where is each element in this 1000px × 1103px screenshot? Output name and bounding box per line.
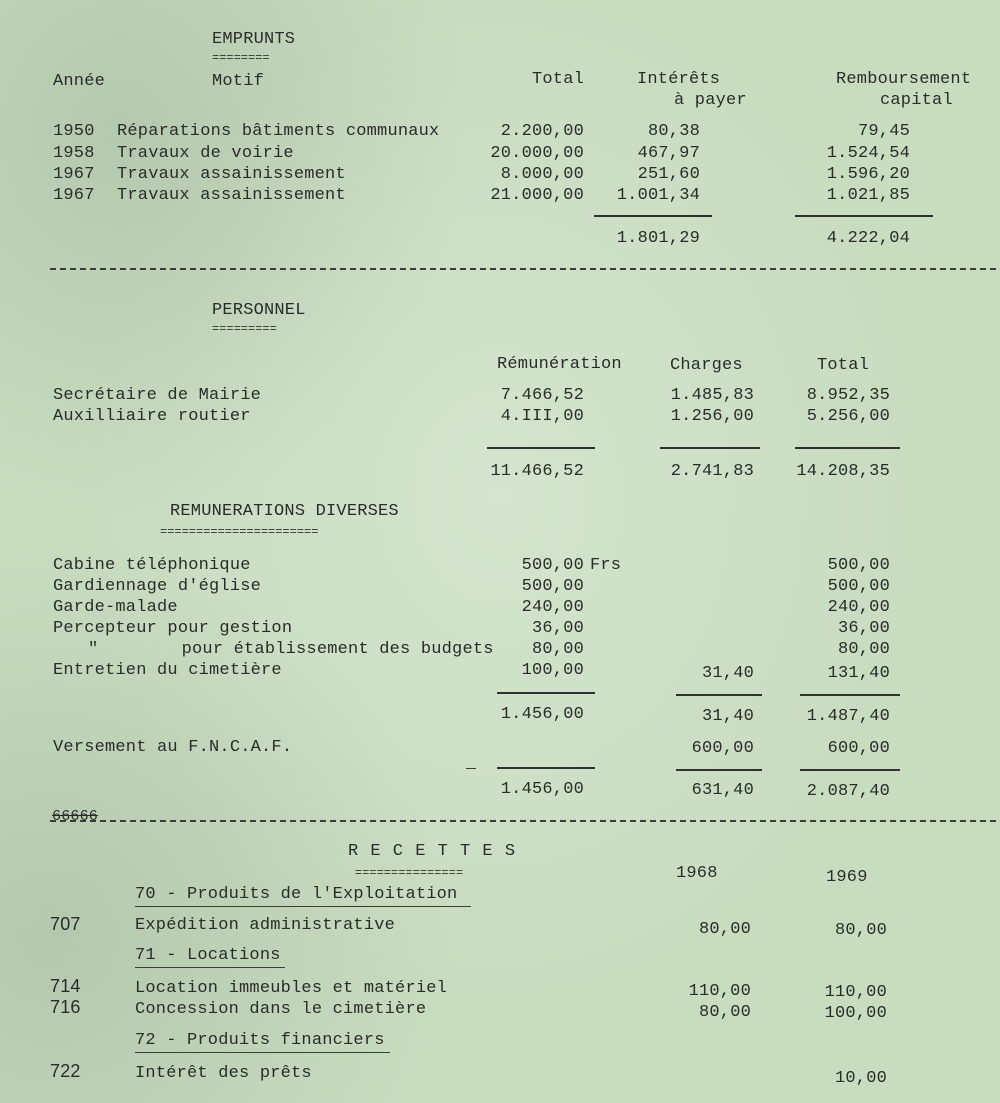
remdiv-charges-rule	[676, 694, 762, 696]
remdiv-subtotal-montant: 1.456,00	[500, 705, 584, 724]
emprunt-row-1-motif: Réparations bâtiments communaux	[117, 122, 440, 141]
remdiv-row-4-total: 36,00	[837, 619, 890, 638]
header-remboursement-line2: capital	[880, 91, 953, 110]
recettes-year-1968: 1968	[676, 864, 718, 883]
versement-label: Versement au F.N.C.A.F.	[53, 738, 293, 757]
personnel-row-1-label: Secrétaire de Mairie	[53, 386, 262, 405]
recette-row-714-label: Location immeubles et matériel	[135, 979, 448, 998]
stray-mark	[466, 768, 476, 769]
emprunt-row-3-motif: Travaux assainissement	[117, 165, 346, 184]
header-interets-line2: à payer	[674, 91, 747, 110]
remdiv-row-6-label: Entretien du cimetière	[53, 661, 282, 680]
remdiv-row-3-montant: 240,00	[521, 598, 584, 617]
remdiv-total-rule	[800, 694, 900, 696]
header-motif: Motif	[212, 72, 265, 91]
recette-row-714-1968: 110,00	[688, 982, 751, 1001]
remdiv-row-2-total: 500,00	[827, 577, 890, 596]
emprunt-row-1-interets: 80,38	[647, 122, 700, 141]
remdiv-row-4-montant: 36,00	[531, 619, 584, 638]
header-remuneration: Rémunération	[497, 355, 622, 374]
remdiv-row-5-total: 80,00	[837, 640, 890, 659]
emprunts-total-remboursement: 4.222,04	[826, 229, 910, 248]
emprunt-row-1-total: 2.200,00	[500, 122, 584, 141]
versement-charges: 600,00	[691, 739, 754, 758]
header-total: Total	[531, 70, 584, 89]
remdiv-row-4-label: Percepteur pour gestion	[53, 619, 293, 638]
emprunts-interets-rule	[594, 215, 712, 217]
grand-total-montant-rule	[497, 767, 595, 769]
grand-total-total-rule	[800, 769, 900, 771]
personnel-title-underline: =========	[212, 322, 277, 336]
remdiv-row-2-montant: 500,00	[521, 577, 584, 596]
chapter-71-underline	[135, 967, 285, 968]
emprunts-total-interets: 1.801,29	[616, 229, 700, 248]
recettes-year-1969: 1969	[826, 868, 868, 887]
emprunt-row-4-total: 21.000,00	[490, 186, 584, 205]
recette-row-707-1968: 80,00	[698, 920, 751, 939]
recette-row-722-1969: 10,00	[834, 1069, 887, 1088]
recette-row-714-code: 714	[50, 976, 81, 996]
grand-total-charges-rule	[676, 769, 762, 771]
header-remboursement-line1: Remboursement	[836, 70, 972, 89]
recettes-title-underline: ===============	[355, 866, 464, 880]
remdiv-subtotal-charges: 31,40	[701, 707, 754, 726]
emprunt-row-4-remboursement: 1.021,85	[826, 186, 910, 205]
recette-row-716-1969: 100,00	[824, 1004, 887, 1023]
emprunt-row-3-total: 8.000,00	[500, 165, 584, 184]
remdiv-row-2-label: Gardiennage d'église	[53, 577, 262, 596]
recette-row-716-code: 716	[50, 997, 81, 1017]
recette-row-722-code: 722	[50, 1061, 81, 1081]
personnel-total-rule	[795, 447, 900, 449]
emprunt-row-3-annee: 1967	[53, 165, 95, 184]
recettes-title: R E C E T T E S	[348, 842, 517, 861]
section-separator-2	[50, 820, 996, 822]
remdiv-row-6-montant: 100,00	[521, 661, 584, 680]
personnel-total-remuneration: 11.466,52	[490, 462, 584, 481]
personnel-row-1-charges: 1.485,83	[670, 386, 754, 405]
remdiv-subtotal-total: 1.487,40	[806, 707, 890, 726]
personnel-total-charges: 2.741,83	[670, 462, 754, 481]
header-charges: Charges	[670, 356, 743, 375]
emprunt-row-2-remboursement: 1.524,54	[826, 144, 910, 163]
personnel-total-total: 14.208,35	[796, 462, 890, 481]
chapter-71: 71 - Locations	[135, 946, 281, 965]
grand-total-montant: 1.456,00	[500, 780, 584, 799]
recette-row-716-label: Concession dans le cimetière	[135, 1000, 427, 1019]
remunerations-diverses-title: REMUNERATIONS DIVERSES	[170, 502, 399, 521]
emprunts-remboursement-rule	[795, 215, 933, 217]
remdiv-row-6-total: 131,40	[827, 664, 890, 683]
emprunts-title-underline: ========	[212, 51, 270, 65]
margin-mark: 66666	[52, 808, 99, 825]
emprunt-row-4-interets: 1.001,34	[616, 186, 700, 205]
header-annee: Année	[53, 72, 106, 91]
emprunt-row-1-remboursement: 79,45	[857, 122, 910, 141]
recette-row-716-1968: 80,00	[698, 1003, 751, 1022]
emprunt-row-4-annee: 1967	[53, 186, 95, 205]
recette-row-722-label: Intérêt des prêts	[135, 1064, 312, 1083]
personnel-row-2-charges: 1.256,00	[670, 407, 754, 426]
personnel-title: PERSONNEL	[212, 301, 306, 320]
personnel-row-1-total: 8.952,35	[806, 386, 890, 405]
personnel-row-1-remuneration: 7.466,52	[500, 386, 584, 405]
versement-total: 600,00	[827, 739, 890, 758]
grand-total-total: 2.087,40	[806, 782, 890, 801]
emprunt-row-2-annee: 1958	[53, 144, 95, 163]
remdiv-row-3-total: 240,00	[827, 598, 890, 617]
section-separator-1	[50, 268, 996, 270]
grand-total-charges: 631,40	[691, 781, 754, 800]
remdiv-row-5-label: " pour établissement des budgets	[88, 640, 494, 659]
chapter-70-underline	[135, 906, 471, 907]
remdiv-row-1-total: 500,00	[827, 556, 890, 575]
chapter-72: 72 - Produits financiers	[135, 1031, 385, 1050]
personnel-remuneration-rule	[487, 447, 595, 449]
personnel-row-2-total: 5.256,00	[806, 407, 890, 426]
remdiv-montant-rule	[497, 692, 595, 694]
remdiv-currency-note: Frs	[590, 556, 622, 575]
recette-row-707-1969: 80,00	[834, 921, 887, 940]
personnel-row-2-remuneration: 4.III,00	[500, 407, 584, 426]
emprunt-row-2-interets: 467,97	[637, 144, 700, 163]
remdiv-row-1-label: Cabine téléphonique	[53, 556, 251, 575]
emprunt-row-1-annee: 1950	[53, 122, 95, 141]
chapter-70: 70 - Produits de l'Exploitation	[135, 885, 458, 904]
emprunts-title: EMPRUNTS	[212, 30, 296, 49]
personnel-charges-rule	[660, 447, 760, 449]
remdiv-row-6-charges: 31,40	[701, 664, 754, 683]
recette-row-714-1969: 110,00	[824, 983, 887, 1002]
emprunt-row-2-total: 20.000,00	[490, 144, 584, 163]
emprunt-row-2-motif: Travaux de voirie	[117, 144, 294, 163]
remdiv-row-1-montant: 500,00	[521, 556, 584, 575]
remdiv-row-3-label: Garde-malade	[53, 598, 178, 617]
remdiv-row-5-montant: 80,00	[531, 640, 584, 659]
personnel-row-2-label: Auxilliaire routier	[53, 407, 251, 426]
remunerations-diverses-underline: ======================	[160, 525, 319, 539]
emprunt-row-3-interets: 251,60	[637, 165, 700, 184]
emprunt-row-4-motif: Travaux assainissement	[117, 186, 346, 205]
chapter-72-underline	[135, 1052, 390, 1053]
header-personnel-total: Total	[817, 356, 870, 375]
recette-row-707-code: 707	[50, 914, 81, 934]
recette-row-707-label: Expédition administrative	[135, 916, 396, 935]
header-interets-line1: Intérêts	[637, 70, 721, 89]
emprunt-row-3-remboursement: 1.596,20	[826, 165, 910, 184]
